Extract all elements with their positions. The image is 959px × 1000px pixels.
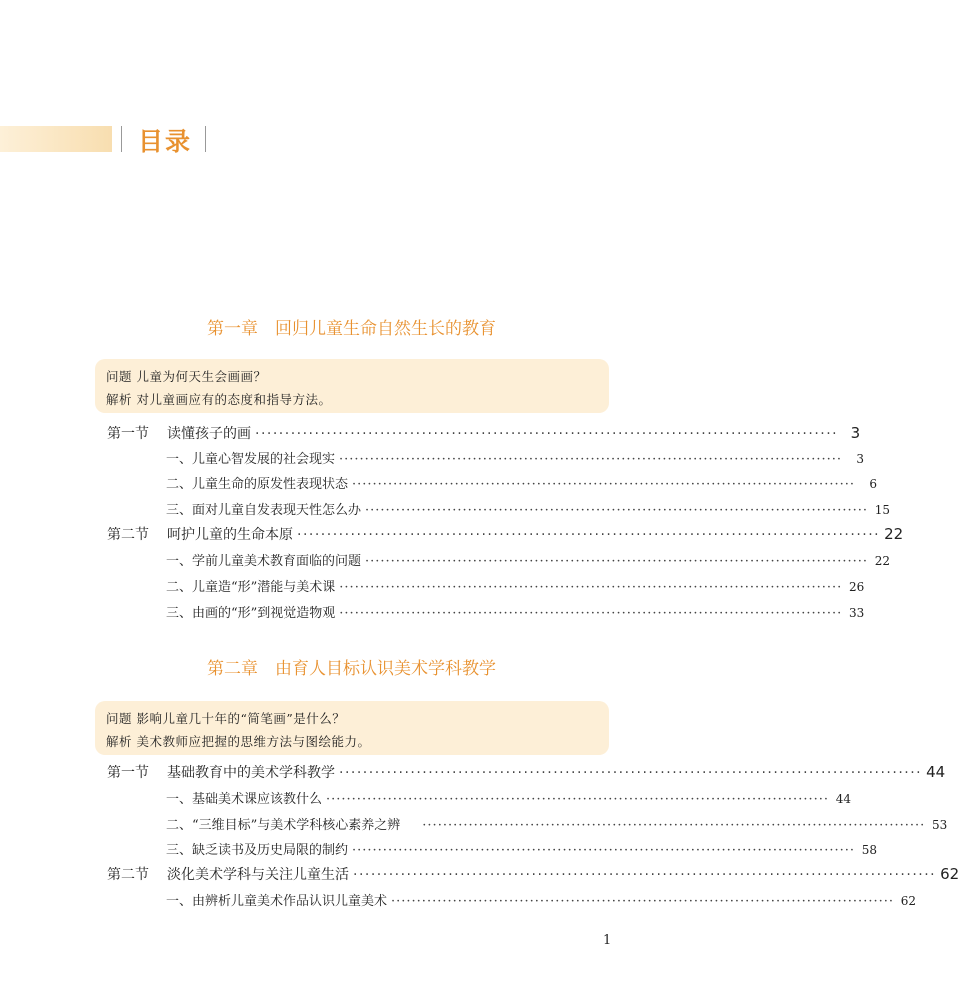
section-title: 淡化美术学科与关注儿童生活 [167,867,349,883]
section-page: 3 [850,424,861,442]
chapter-heading: 第一章 回归儿童生命自然生长的教育 [207,319,496,339]
section-page: 44 [926,763,946,781]
leader-dots: ·································································································· [339,606,843,621]
section-page: 62 [940,865,959,883]
item-title: 一、儿童心智发展的社会现实 [166,452,336,467]
toc-section-entry[interactable] [107,524,904,544]
section-number: 第一节 [107,765,149,781]
toc-section-entry[interactable] [107,762,946,782]
toc-item-entry[interactable] [166,788,851,807]
analysis-text: 解析 美术教师应把握的思维方法与图绘能力。 [106,734,371,749]
toc-item-entry[interactable] [166,814,948,833]
item-page: 15 [874,503,890,517]
section-number: 第二节 [107,527,149,543]
item-page: 3 [856,452,864,466]
item-title: 二、儿童生命的原发性表现状态 [166,477,349,492]
toc-item-entry[interactable] [166,602,865,621]
section-title: 呵护儿童的生命本原 [167,527,293,543]
item-page: 62 [900,894,916,908]
item-title: 二、儿童造“形”潜能与美术课 [166,580,336,595]
leader-dots: ·································································································· [339,452,842,467]
leader-dots: ·································································································· [422,818,926,833]
question-text: 问题 影响儿童几十年的“简笔画”是什么？ [106,711,346,726]
item-page: 53 [931,818,948,832]
title-divider-right [205,126,206,152]
item-title: 一、学前儿童美术教育面临的问题 [166,554,362,569]
leader-dots: ·································································································· [352,477,855,492]
item-title: 二、“三维目标”与美术学科核心素养之辨 [166,818,401,833]
toc-section-entry[interactable] [107,423,861,443]
leader-dots: ·································································································· [326,792,829,807]
leader-dots: ·································································································· [255,426,839,442]
item-title: 三、面对儿童自发表现天性怎么办 [166,503,362,518]
item-page: 58 [861,843,877,857]
toc-item-entry[interactable] [166,448,864,467]
leader-dots: ·································································································· [339,580,843,595]
item-page: 33 [848,606,865,620]
item-title: 一、基础美术课应该教什么 [166,792,323,807]
leader-dots: ·································································································· [297,527,881,543]
toc-item-entry[interactable] [166,839,877,858]
chapter-heading: 第二章 由育人目标认识美术学科教学 [207,659,496,679]
leader-dots: ·································································································· [391,894,894,909]
page-title: 目录 [138,127,193,156]
section-number: 第二节 [107,867,149,883]
leader-dots: ·································································································· [365,554,868,569]
section-page: 22 [884,525,904,543]
title-decoration-band [0,126,112,152]
section-title: 读懂孩子的画 [167,426,251,442]
leader-dots: ·································································································· [365,503,868,518]
question-text: 问题 儿童为何天生会画画？ [106,369,267,384]
item-title: 一、由辨析儿童美术作品认识儿童美术 [166,894,388,909]
title-divider-left [121,126,122,152]
leader-dots: ·································································································· [339,765,923,781]
item-page: 44 [835,792,851,806]
toc-item-entry[interactable] [166,550,890,569]
toc-item-entry[interactable] [166,576,865,595]
leader-dots: ·································································································· [353,867,937,883]
page-number: 1 [603,933,612,948]
item-title: 三、缺乏读书及历史局限的制约 [166,843,349,858]
section-number: 第一节 [107,426,149,442]
item-page: 6 [869,477,877,491]
item-page: 22 [874,554,890,568]
item-page: 26 [848,580,865,594]
toc-item-entry[interactable] [166,473,877,492]
item-title: 三、由画的“形”到视觉造物观 [166,606,336,621]
analysis-text: 解析 对儿童画应有的态度和指导方法。 [106,392,332,407]
toc-item-entry[interactable] [166,499,890,518]
leader-dots: ·································································································· [352,843,855,858]
toc-item-entry[interactable] [166,890,916,909]
toc-section-entry[interactable] [107,864,959,884]
section-title: 基础教育中的美术学科教学 [167,765,335,781]
question-box [95,359,609,413]
question-box [95,701,609,755]
